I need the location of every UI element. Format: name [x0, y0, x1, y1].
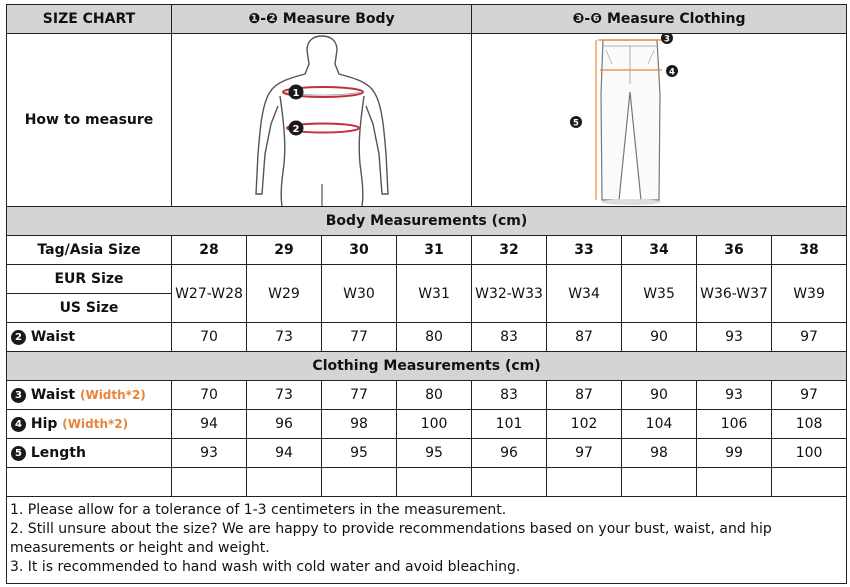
- cloth-hip-row: [7, 410, 847, 439]
- body-waist-cell: 73: [247, 323, 322, 352]
- body-waist-cell: 90: [622, 323, 697, 352]
- body-heading-numbers: ❶-❷: [248, 11, 278, 27]
- cloth-length-text: Length: [30, 445, 86, 461]
- body-heading-text: Measure Body: [282, 11, 395, 27]
- cloth-length-cell: 98: [622, 439, 697, 468]
- body-figure-icon: [172, 34, 472, 206]
- body-waist-cell: 87: [547, 323, 622, 352]
- cloth-hip-cell: 100: [397, 410, 472, 439]
- cloth-hip-cell: 96: [247, 410, 322, 439]
- tag-size-cell: 31: [397, 236, 472, 265]
- measure-body-heading: [172, 5, 472, 34]
- empty-row: [7, 468, 847, 497]
- body-illustration-cell: [172, 34, 472, 207]
- tag-size-cell: 34: [622, 236, 697, 265]
- cloth-waist-cell: 80: [397, 381, 472, 410]
- empty-cell: [322, 468, 397, 497]
- cloth-length-row: [7, 439, 847, 468]
- empty-cell: [397, 468, 472, 497]
- cloth-hip-cell: 102: [547, 410, 622, 439]
- cloth-length-cell: 95: [322, 439, 397, 468]
- marker-2-label: 2: [292, 124, 300, 135]
- body-waist-label: [7, 323, 172, 352]
- body-section-row: [7, 207, 847, 236]
- body-waist-cell: 77: [322, 323, 397, 352]
- tag-size-cell: 38: [772, 236, 847, 265]
- note-2: 2. Still unsure about the size? We are happy to provide recommendations based on your bust, waist, and hip measurements or height and weight.: [10, 521, 772, 556]
- cloth-length-cell: 97: [547, 439, 622, 468]
- tag-size-row: [7, 236, 847, 265]
- cloth-heading-numbers: ❸-❻: [572, 11, 603, 27]
- cloth-hip-text: Hip: [30, 416, 58, 432]
- body-waist-cell: 93: [697, 323, 772, 352]
- cloth-waist-cell: 70: [172, 381, 247, 410]
- number-3-icon: 3: [11, 388, 26, 403]
- cloth-length-label: [7, 439, 172, 468]
- cloth-hip-label: [7, 410, 172, 439]
- cloth-waist-cell: 93: [697, 381, 772, 410]
- body-measurements-heading: Body Measurements (cm): [7, 207, 847, 236]
- note-1: 1. Please allow for a tolerance of 1-3 centimeters in the measurement.: [10, 502, 507, 518]
- empty-cell: [172, 468, 247, 497]
- cloth-hip-cell: 101: [472, 410, 547, 439]
- how-to-measure-label: How to measure: [7, 34, 172, 207]
- size-chart-title: SIZE CHART: [7, 5, 172, 34]
- cloth-waist-cell: 83: [472, 381, 547, 410]
- cloth-heading-text: Measure Clothing: [606, 11, 746, 27]
- size-chart-table: [6, 4, 847, 584]
- clothing-illustration-cell: [472, 34, 847, 207]
- eur-us-size-cell: W29: [247, 265, 322, 323]
- cloth-length-cell: 99: [697, 439, 772, 468]
- marker-1-label: 1: [292, 88, 300, 99]
- body-waist-cell: 97: [772, 323, 847, 352]
- body-waist-cell: 80: [397, 323, 472, 352]
- empty-cell: [772, 468, 847, 497]
- how-to-measure-row: [7, 34, 847, 207]
- marker-3-label: 3: [664, 34, 671, 45]
- eur-us-size-cell: W36-W37: [697, 265, 772, 323]
- tag-size-cell: 30: [322, 236, 397, 265]
- cloth-hip-cell: 104: [622, 410, 697, 439]
- cloth-waist-label: [7, 381, 172, 410]
- measure-clothing-heading: [472, 5, 847, 34]
- cloth-length-cell: 95: [397, 439, 472, 468]
- header-row: [7, 5, 847, 34]
- eur-size-label: EUR Size: [7, 265, 172, 294]
- cloth-waist-cell: 77: [322, 381, 397, 410]
- eur-us-size-cell: W35: [622, 265, 697, 323]
- number-4-icon: 4: [11, 417, 26, 432]
- tag-size-cell: 33: [547, 236, 622, 265]
- eur-size-row: [7, 265, 847, 294]
- pants-figure-icon: [472, 34, 847, 206]
- eur-us-size-cell: W30: [322, 265, 397, 323]
- cloth-hip-cell: 94: [172, 410, 247, 439]
- empty-cell: [247, 468, 322, 497]
- cloth-length-cell: 100: [772, 439, 847, 468]
- tag-size-label: Tag/Asia Size: [7, 236, 172, 265]
- cloth-hip-cell: 98: [322, 410, 397, 439]
- cloth-hip-note: (Width*2): [62, 417, 129, 431]
- cloth-length-cell: 96: [472, 439, 547, 468]
- empty-cell: [7, 468, 172, 497]
- notes-row: [7, 497, 847, 584]
- body-waist-row: [7, 323, 847, 352]
- marker-4-label: 4: [669, 67, 676, 78]
- cloth-waist-cell: 73: [247, 381, 322, 410]
- cloth-hip-cell: 106: [697, 410, 772, 439]
- eur-us-size-cell: W39: [772, 265, 847, 323]
- empty-cell: [472, 468, 547, 497]
- cloth-waist-row: [7, 381, 847, 410]
- body-waist-cell: 70: [172, 323, 247, 352]
- cloth-length-cell: 93: [172, 439, 247, 468]
- number-5-icon: 5: [11, 446, 26, 461]
- cloth-waist-cell: 90: [622, 381, 697, 410]
- clothing-section-row: [7, 352, 847, 381]
- marker-5-label: 5: [573, 118, 580, 129]
- tag-size-cell: 29: [247, 236, 322, 265]
- tag-size-cell: 36: [697, 236, 772, 265]
- tag-size-cell: 32: [472, 236, 547, 265]
- us-size-label: US Size: [7, 294, 172, 323]
- cloth-waist-cell: 87: [547, 381, 622, 410]
- empty-cell: [622, 468, 697, 497]
- body-waist-text: Waist: [30, 329, 76, 345]
- cloth-waist-text: Waist: [30, 387, 76, 403]
- cloth-hip-cell: 108: [772, 410, 847, 439]
- tag-size-cell: 28: [172, 236, 247, 265]
- empty-cell: [547, 468, 622, 497]
- clothing-measurements-heading: Clothing Measurements (cm): [7, 352, 847, 381]
- eur-us-size-cell: W32-W33: [472, 265, 547, 323]
- empty-cell: [697, 468, 772, 497]
- note-3: 3. It is recommended to hand wash with cold water and avoid bleaching.: [10, 559, 521, 575]
- number-2-icon: 2: [11, 330, 26, 345]
- cloth-waist-cell: 97: [772, 381, 847, 410]
- body-waist-cell: 83: [472, 323, 547, 352]
- eur-us-size-cell: W34: [547, 265, 622, 323]
- eur-us-size-cell: W31: [397, 265, 472, 323]
- eur-us-size-cell: W27-W28: [172, 265, 247, 323]
- cloth-waist-note: (Width*2): [79, 388, 146, 402]
- notes-cell: [7, 497, 847, 584]
- cloth-length-cell: 94: [247, 439, 322, 468]
